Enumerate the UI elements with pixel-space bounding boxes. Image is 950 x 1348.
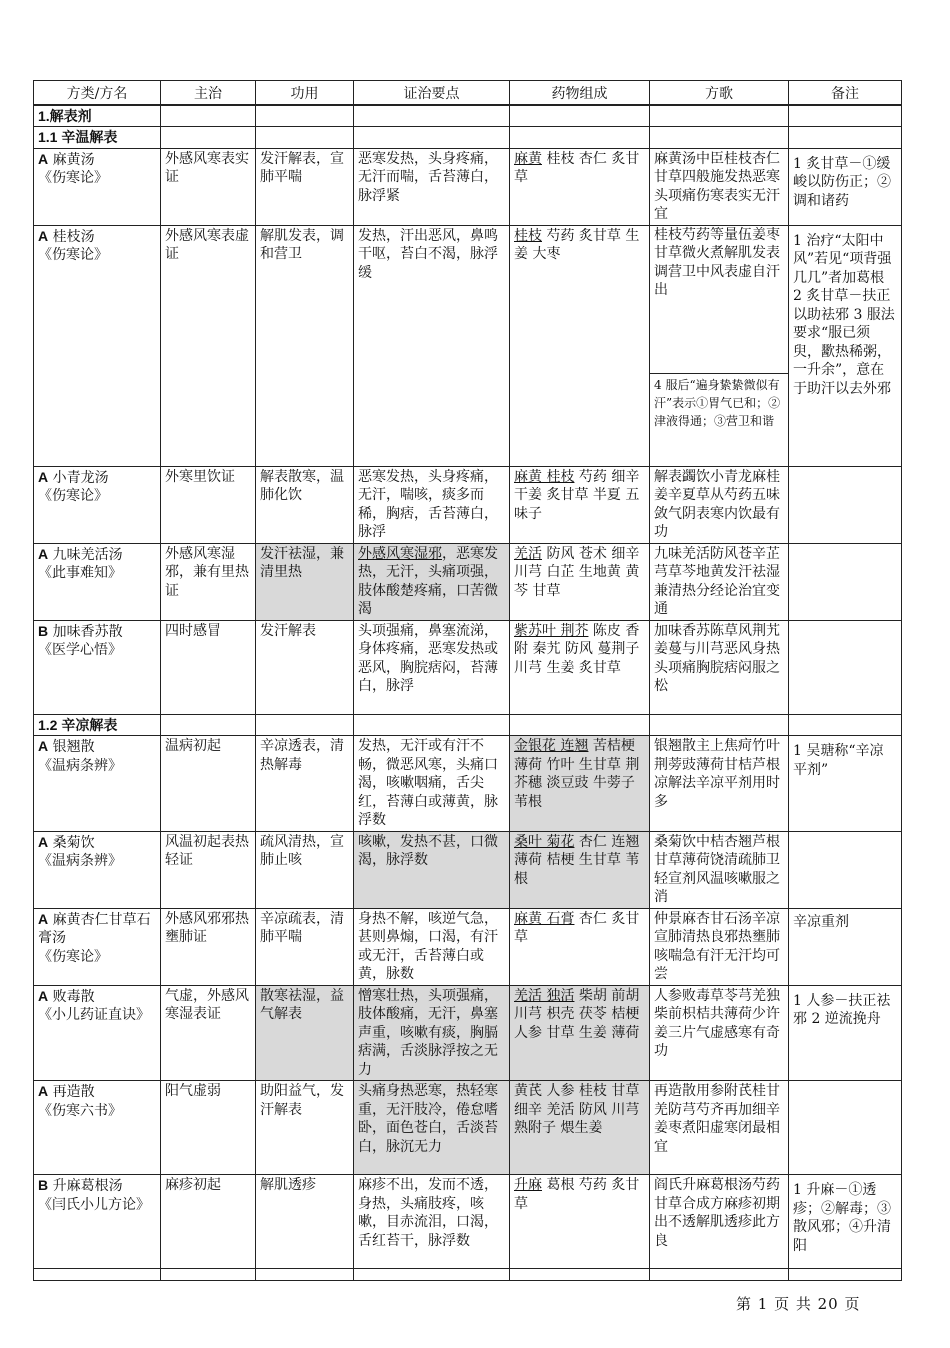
- other-drugs: 苦桔梗 薄荷 竹叶 生甘草 荆芥穗 淡豆豉 牛蒡子 苇根: [514, 738, 640, 810]
- fangge-cell: 九味羌活防风苍辛芷芎草芩地黄发汗祛湿兼清热分经论治宜变通: [650, 543, 789, 620]
- table-row: [34, 543, 902, 620]
- grade-badge: A: [38, 833, 49, 850]
- zhuzhi-cell: 阳气虚弱: [161, 1081, 256, 1175]
- other-drugs: 柴胡 前胡 川芎 枳壳 茯苓 桔梗 人参 甘草 生姜 薄荷: [514, 987, 640, 1041]
- formula-name: 小青龙汤: [52, 469, 109, 486]
- formula-name-cell: [34, 985, 161, 1081]
- zhuzhi-cell: 外寒里饮证: [161, 466, 256, 543]
- fangge-cell: 人参败毒草苓芎羌独柴前枳桔共薄荷少许姜三片气虚感寒有奇功: [650, 985, 789, 1081]
- fangge-cell: 银翘散主上焦疴竹叶荆蒡豉薄荷甘桔芦根凉解法辛凉平剂用时多: [650, 736, 789, 832]
- jun-drug: 羌活 独活: [514, 987, 575, 1004]
- table-row: [34, 225, 902, 466]
- fangge-cell: 加味香苏陈草风荆艽姜蔓与川芎恶风身热头项痛胸脘痞闷服之松: [650, 620, 789, 714]
- other-drugs: 陈皮 香附 秦艽 防风 蔓荆子 川芎 生姜 炙甘草: [514, 622, 640, 676]
- formula-name-cell: [34, 1081, 161, 1175]
- subsection-title: 1.2 辛凉解表: [34, 714, 161, 736]
- formula-name: 麻黄杏仁甘草石膏汤: [38, 911, 151, 946]
- beizhu-cell: 辛凉重剂: [789, 908, 902, 985]
- jun-drug: 麻黄 石膏: [514, 910, 575, 927]
- other-drugs: 防风 苍术 细辛 川芎 白芷 生地黄 黄芩 甘草: [514, 545, 640, 599]
- zhuzhi-cell: 风温初起表热轻证: [161, 831, 256, 908]
- jun-drug: 桑叶 菊花: [514, 833, 575, 850]
- jun-drug: 麻黄: [514, 150, 542, 167]
- drugs-cell: [510, 620, 650, 714]
- gongyong-cell: 发汗祛湿，兼清里热: [256, 543, 354, 620]
- beizhu-cell: [789, 466, 902, 543]
- drugs-cell: [510, 225, 650, 466]
- gongyong-cell: 解肌透疹: [256, 1175, 354, 1269]
- fangge-text: 桂枝芍药等量伍姜枣甘草微火煮解肌发表调营卫中风表虚自汗出: [650, 226, 788, 374]
- formula-source: 《温病条辨》: [38, 853, 122, 869]
- yaodian-key: 外感风寒湿邪: [358, 545, 442, 562]
- jun-drug: 羌活: [514, 545, 542, 562]
- section-title: 1.解表剂: [34, 105, 161, 127]
- grade-badge: A: [38, 738, 49, 754]
- formula-name-cell: [34, 543, 161, 620]
- jun-drug: 金银花 连翘: [514, 738, 589, 754]
- table-row: [34, 908, 902, 985]
- drugs-cell: [510, 1175, 650, 1269]
- yaodian-cell: 恶寒发热，头身疼痛，无汗，喘咳，痰多而稀，胸痞，舌苔薄白，脉浮: [354, 466, 510, 543]
- formula-name-cell: [34, 831, 161, 908]
- formula-table: [33, 80, 902, 1281]
- formula-source: 《闫氏小儿方论》: [38, 1196, 150, 1213]
- fangge-cell: [650, 225, 789, 466]
- section-row: [34, 127, 902, 149]
- grade-badge: B: [38, 1177, 49, 1193]
- other-drugs: 杏仁 连翘 薄荷 桔梗 生甘草 苇根: [514, 833, 640, 887]
- grade-badge: A: [38, 910, 49, 927]
- drugs-cell: [510, 908, 650, 985]
- table-row: [34, 736, 902, 832]
- formula-source: 《温病条辨》: [38, 757, 122, 774]
- drugs-cell: [510, 831, 650, 908]
- drugs-cell: [510, 1081, 650, 1175]
- gongyong-cell: 辛凉疏表，清肺平喘: [256, 908, 354, 985]
- table-row: [34, 466, 902, 543]
- table-row: [34, 148, 902, 225]
- formula-source: 《伤寒六书》: [38, 1102, 122, 1119]
- other-drugs: 桂枝 杏仁 炙甘草: [514, 150, 640, 185]
- grade-badge: A: [38, 468, 49, 485]
- drugs-cell: [510, 736, 650, 832]
- zhuzhi-cell: 外感风邪邪热壅肺证: [161, 908, 256, 985]
- drugs-cell: [510, 985, 650, 1081]
- zhuzhi-cell: 外感风寒湿邪，兼有里热证: [161, 543, 256, 620]
- formula-source: 《伤寒论》: [38, 247, 108, 263]
- other-drugs: 葛根 芍药 炙甘草: [514, 1177, 640, 1212]
- grade-badge: A: [38, 987, 49, 1004]
- beizhu-cell: 1 人参－扶正祛邪 2 逆流挽舟: [789, 985, 902, 1081]
- grade-badge: B: [38, 622, 49, 639]
- beizhu-cell: [789, 543, 902, 620]
- grade-badge: A: [38, 227, 49, 244]
- yaodian-cell: 憎寒壮热，头项强痛，肢体酸痛，无汗，鼻塞声重，咳嗽有痰，胸膈痞满，舌淡脉浮按之无力: [354, 985, 510, 1081]
- drugs-cell: [510, 543, 650, 620]
- other-drugs: 杏仁 炙甘草: [514, 910, 640, 945]
- col-header-yaodian: 证治要点: [354, 81, 510, 105]
- gongyong-cell: 发汗解表，宣肺平喘: [256, 148, 354, 225]
- fangge-cell: 麻黄汤中臣桂枝杏仁甘草四般施发热恶寒头项痛伤寒表实无汗宜: [650, 148, 789, 225]
- zhuzhi-cell: 外感风寒表实证: [161, 148, 256, 225]
- zhuzhi-cell: 温病初起: [161, 736, 256, 832]
- table-row: [34, 985, 902, 1081]
- jun-drug: 桂枝: [514, 227, 542, 244]
- yaodian-cell: 头项强痛，鼻塞流涕，身体疼痛，恶寒发热或恶风，胸脘痞闷，苔薄白，脉浮: [354, 620, 510, 714]
- yaodian-cell: 咳嗽，发热不甚，口微渴，脉浮数: [354, 831, 510, 908]
- section-row: [34, 105, 902, 127]
- table-row: [34, 1175, 902, 1269]
- yaodian-text: ，恶寒发热，无汗，头痛项强，肢体酸楚疼痛，口苦微渴: [358, 545, 498, 617]
- beizhu-cell: 1 升麻－①透疹；②解毒；③散风邪；④升清阳: [789, 1175, 902, 1269]
- header-row: [34, 81, 902, 105]
- formula-name: 升麻葛根汤: [52, 1178, 123, 1194]
- formula-source: 《伤寒论》: [38, 948, 108, 965]
- col-header-name: 方类/方名: [34, 81, 161, 105]
- gongyong-cell: 疏风清热，宣肺止咳: [256, 831, 354, 908]
- empty-row: [34, 1269, 902, 1281]
- formula-name-cell: [34, 736, 161, 832]
- gongyong-cell: 发汗解表: [256, 620, 354, 714]
- formula-name: 九味羌活汤: [52, 546, 123, 563]
- beizhu-cell: [789, 1081, 902, 1175]
- col-header-zhuzhi: 主治: [161, 81, 256, 105]
- gongyong-cell: 解肌发表，调和营卫: [256, 225, 354, 466]
- fangge-note: 4 服后“遍身絷絷微似有汗”表示①胃气已和；②津液得通；③营卫和谐: [654, 377, 781, 428]
- fangge-cell: 解表蠲饮小青龙麻桂姜辛夏草从芍药五味敛气阴表寒内饮最有功: [650, 466, 789, 543]
- jun-drug: 麻黄 桂枝: [514, 468, 575, 485]
- yaodian-cell: 麻疹不出，发而不透，身热，头痛肢疼，咳嗽，目赤流泪，口渴，舌红苔干，脉浮数: [354, 1175, 510, 1269]
- zhuzhi-cell: 四时感冒: [161, 620, 256, 714]
- formula-name: 桂枝汤: [52, 228, 95, 245]
- table-row: [34, 620, 902, 714]
- formula-source: 《医学心悟》: [38, 642, 122, 658]
- beizhu-cell: [789, 620, 902, 714]
- section-row: [34, 714, 902, 736]
- other-drugs: 芍药 细辛 干姜 炙甘草 半夏 五味子: [514, 468, 640, 522]
- table-row: [34, 1081, 902, 1175]
- yaodian-cell: 发热，汗出恶风，鼻鸣干呕，苔白不渴，脉浮缓: [354, 225, 510, 466]
- formula-name-cell: [34, 466, 161, 543]
- subsection-title: 1.1 辛温解表: [34, 127, 161, 149]
- grade-badge: A: [38, 545, 49, 562]
- fangge-cell: 桑菊饮中桔杏翘芦根甘草薄荷饶清疏肺卫轻宣剂风温咳嗽服之消: [650, 831, 789, 908]
- fangge-cell: 再造散用参附芪桂甘羌防芎芍齐再加细辛姜枣煮阳虚寒闭最相宜: [650, 1081, 789, 1175]
- table-row: [34, 831, 902, 908]
- formula-name: 再造散: [52, 1084, 95, 1100]
- fangge-cell: 仲景麻杏甘石汤辛凉宣肺清热良邪热壅肺咳喘急有汗无汗均可尝: [650, 908, 789, 985]
- other-drugs: 芍药 炙甘草 生姜 大枣: [514, 227, 640, 262]
- beizhu-cell: 1 治疗“太阳中风”若见“项背强几几”者加葛根 2 炙甘草－扶正以助祛邪 3 服法要求“服已须臾，歠热稀粥，一升余”，意在于助汗以去外邪: [789, 225, 902, 466]
- formula-name: 桑菊饮: [52, 834, 95, 851]
- page-footer: 第 1 页 共 20 页: [736, 1295, 861, 1313]
- zhuzhi-cell: 外感风寒表虚证: [161, 225, 256, 466]
- fangge-cell: 阎氏升麻葛根汤芍药甘草合成方麻疹初期出不透解肌透疹此方良: [650, 1175, 789, 1269]
- col-header-beizhu: 备注: [789, 81, 902, 105]
- col-header-drugs: 药物组成: [510, 81, 650, 105]
- yaodian-cell: [354, 543, 510, 620]
- formula-name-cell: [34, 908, 161, 985]
- formula-name: 败毒散: [52, 988, 95, 1005]
- beizhu-cell: 1 炙甘草－①缓峻以防伤正；②调和诸药: [789, 148, 902, 225]
- gongyong-cell: 解表散寒，温肺化饮: [256, 466, 354, 543]
- yaodian-cell: 发热，无汗或有汗不畅，微恶风寒，头痛口渴，咳嗽咽痛，舌尖红，苔薄白或薄黄，脉浮数: [354, 736, 510, 832]
- yaodian-cell: 身热不解，咳逆气急，甚则鼻煽，口渴，有汗或无汗，舌苔薄白或黄，脉数: [354, 908, 510, 985]
- jun-drug: 升麻: [514, 1177, 542, 1193]
- formula-name-cell: [34, 148, 161, 225]
- gongyong-cell: 助阳益气，发汗解表: [256, 1081, 354, 1175]
- grade-badge: A: [38, 150, 49, 167]
- formula-source: 《此事难知》: [38, 565, 122, 581]
- formula-source: 《伤寒论》: [38, 488, 108, 504]
- formula-name-cell: [34, 1175, 161, 1269]
- formula-name: 银翘散: [52, 739, 95, 755]
- col-header-gongyong: 功用: [256, 81, 354, 105]
- formula-source: 《伤寒论》: [38, 170, 108, 186]
- beizhu-cell: 1 吴瑭称“辛凉平剂”: [789, 736, 902, 832]
- yaodian-cell: 恶寒发热，头身疼痛，无汗而喘，舌苔薄白，脉浮紧: [354, 148, 510, 225]
- yaodian-cell: 头痛身热恶寒，热轻寒重，无汗肢冷，倦怠嗜卧，面色苍白，舌淡苔白，脉沉无力: [354, 1081, 510, 1175]
- drugs-cell: [510, 466, 650, 543]
- jun-drug: 紫苏叶 荆芥: [514, 622, 589, 639]
- formula-name: 麻黄汤: [52, 151, 95, 168]
- formula-name: 加味香苏散: [52, 623, 123, 640]
- col-header-fangge: 方歌: [650, 81, 789, 105]
- other-drugs: 黄芪 人参 桂枝 甘草 细辛 羌活 防风 川芎 熟附子 煨生姜: [514, 1083, 640, 1136]
- formula-name-cell: [34, 620, 161, 714]
- gongyong-cell: 辛凉透表，清热解毒: [256, 736, 354, 832]
- zhuzhi-cell: 麻疹初起: [161, 1175, 256, 1269]
- gongyong-cell: 散寒祛湿，益气解表: [256, 985, 354, 1081]
- formula-source: 《小儿药证直诀》: [38, 1007, 150, 1023]
- beizhu-cell: [789, 831, 902, 908]
- grade-badge: A: [38, 1083, 49, 1099]
- zhuzhi-cell: 气虚，外感风寒湿表证: [161, 985, 256, 1081]
- drugs-cell: [510, 148, 650, 225]
- formula-name-cell: [34, 225, 161, 466]
